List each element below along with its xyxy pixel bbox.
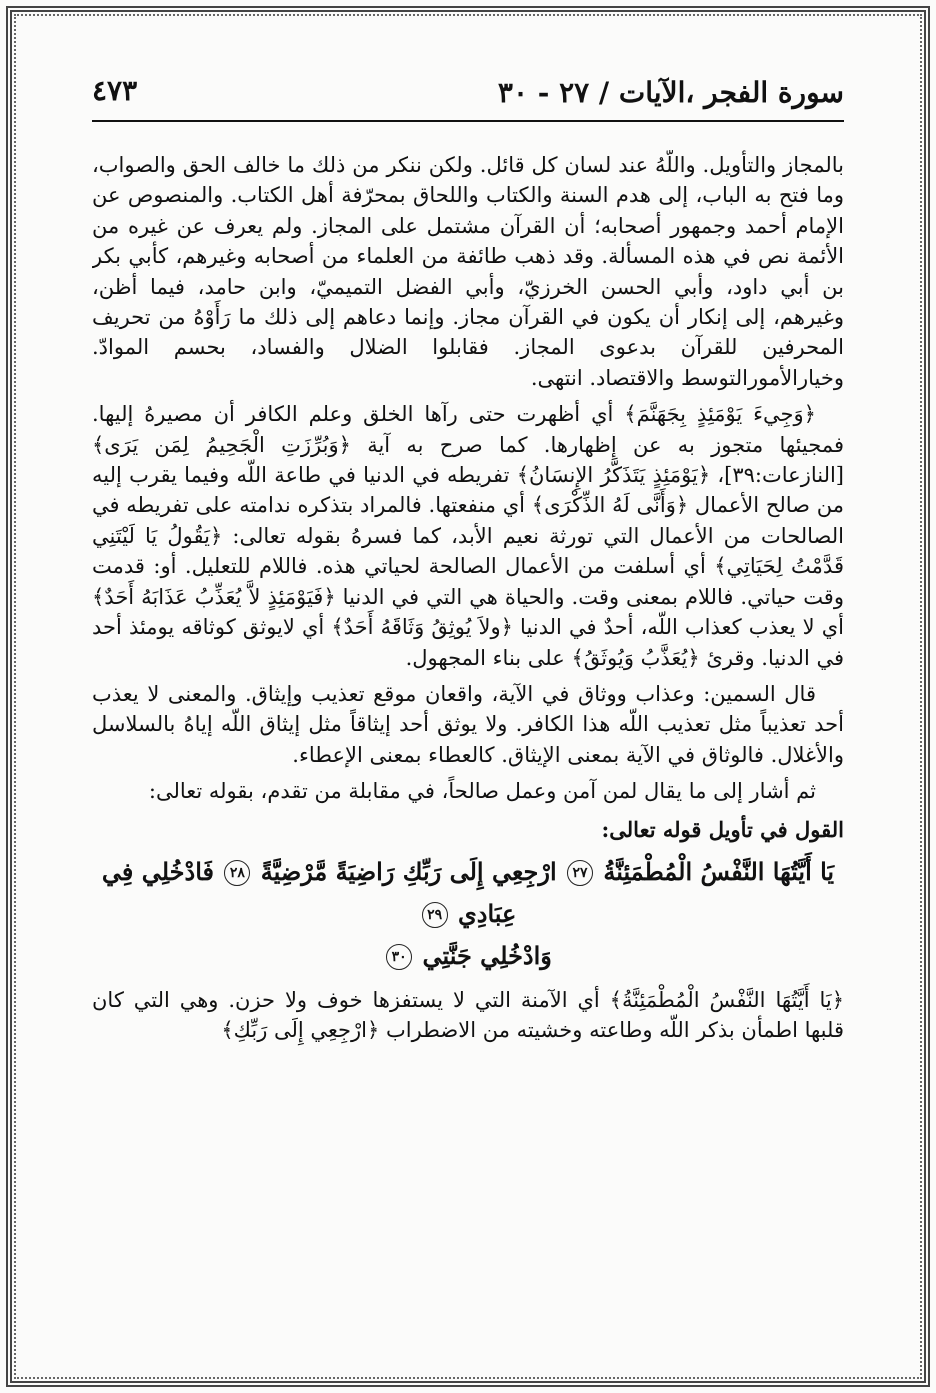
page-header [92,68,844,122]
verse-text: وَادْخُلِي جَنَّتِي [422,940,552,970]
section-subheading: القول في تأويل قوله تعالى: [601,816,844,842]
verse-text: فَادْخُلِي فِي عِبَادِي [101,856,517,928]
surah-title: سورة الفجر ،الآيات / ٢٧ - ٣٠ [497,76,844,109]
paragraph-tafsir-jahannam: ﴿وَجِيءَ يَوْمَئِذٍ بِجَهَنَّمَ﴾ أي أظهرت حتى رآها الخلق وعلم الكافر أن مصيرهُ إليها. فمجيئها متجوز به عن إظهارها. كما صرح به آية ﴿وَبُرِّزَتِ الْجَحِيمُ لِمَن يَرَى﴾ [النازعات:٣٩]، ﴿يَوْمَئِذٍ يَتَذَكَّرُ الإِنسَانُ﴾ تفريطه في الدنيا في طاعة اللّه وفيما يقرب إليه من صالح الأعمال ﴿وَأَنَّى لَهُ الذِّكْرَى﴾ أي منفعتها. فالمراد بتذكره ندامته على تفريطه في الصالحات من الأعمال التي تورثة نعيم الأبد، كما فسرهُ بقوله تعالى: ﴿يَقُولُ يَا لَيْتَنِي قَدَّمْتُ لِحَيَاتِي﴾ أي أسلفت من الأعمال الصالحة لحياتي هذه. فاللام للتعليل. أو: قدمت وقت حياتي. فاللام بمعنى وقت. والحياة هي التي في الدنيا ﴿فَيَوْمَئِذٍ لاَّ يُعَذِّبُ عَذَابَهُ أَحَدٌ﴾ أي لا يعذب كعذاب اللّه، أحدٌ في الدنيا ﴿ولاَ يُوثِقُ وَثَاقَهُ أَحَدٌ﴾ أي لايوثق كوثاقه يومئذ أحد في الدنيا. وقرئ ﴿يُعَذَّبُ وَيُوثَقُ﴾ على بناء المجهول. [92,402,844,670]
verse-number: ٢٩ [422,902,448,928]
page-number: ٤٧٣ [92,74,138,107]
paragraph-nafs: ﴿يَا أَيَّتُهَا النَّفْسُ الْمُطْمَئِنَّةُ﴾ أي الآمنة التي لا يستفزها خوف ولا حزن. وهي التي كان قلبها اطمأن بذكر اللّه وطاعته وخشيته من الاضطراب ﴿ارْجِعِي إِلَى رَبِّكِ﴾ [92,987,844,1043]
verse-number: ٢٧ [567,860,593,886]
verse-text: يَا أَيَّتُهَا النَّفْسُ الْمُطْمَئِنَّةُ [603,856,835,886]
paragraph-transition: ثم أشار إلى ما يقال لمن آمن وعمل صالحاً، في مقابلة من تقدم، بقوله تعالى: [148,779,816,804]
quran-verses [92,851,844,977]
paragraph-samin: قال السمين: وعذاب ووثاق في الآية، واقعان موقع تعذيب وإيثاق. والمعنى لا يعذب أحد تعذيباً مثل تعذيب اللّه هذا الكافر. ولا يوثق أحد إيثاقاً مثل إيثاق اللّه إياهُ بالسلاسل والأغلال. فالوثاق في الآية بمعنى الإيثاق. كالعطاء بمعنى الإعطاء. [92,681,844,767]
verse-text: ارْجِعِي إِلَى رَبِّكِ رَاضِيَةً مَّرْضِيَّةً [260,856,557,886]
paragraph-majaz: بالمجاز والتأويل. واللّهُ عند لسان كل قائل. ولكن ننكر من ذلك ما خالف الحق والصواب، وما فتح به الباب، إلى هدم السنة والكتاب واللحاق بمحرّفة أهل الكتاب. والمنصوص عن الإمام أحمد وجمهور أصحابه؛ أن القرآن مشتمل على المجاز. ولم يعرف عن غيره من الأئمة نص في هذه المسألة. وقد ذهب طائفة من العلماء من أصحابه وغيرهم، كأبي بكر بن أبي داود، وأبي الحسن الخرزيّ، وأبي الفضل التميميّ، وابن حامد، فيما أظن، وغيرهم، إلى إنكار أن يكون في القرآن مجاز. وإنما دعاهم إلى ذلك ما رَأَوْهُ من تحريف المحرفين للقرآن بدعوى المجاز. فقابلوا الضلال والفساد، بحسم الموادّ. وخيارالأمورالتوسط والاقتصاد. انتهى. [92,153,844,390]
verse-number: ٣٠ [386,944,412,970]
verse-number: ٢٨ [224,860,250,886]
page-body [92,150,844,1333]
